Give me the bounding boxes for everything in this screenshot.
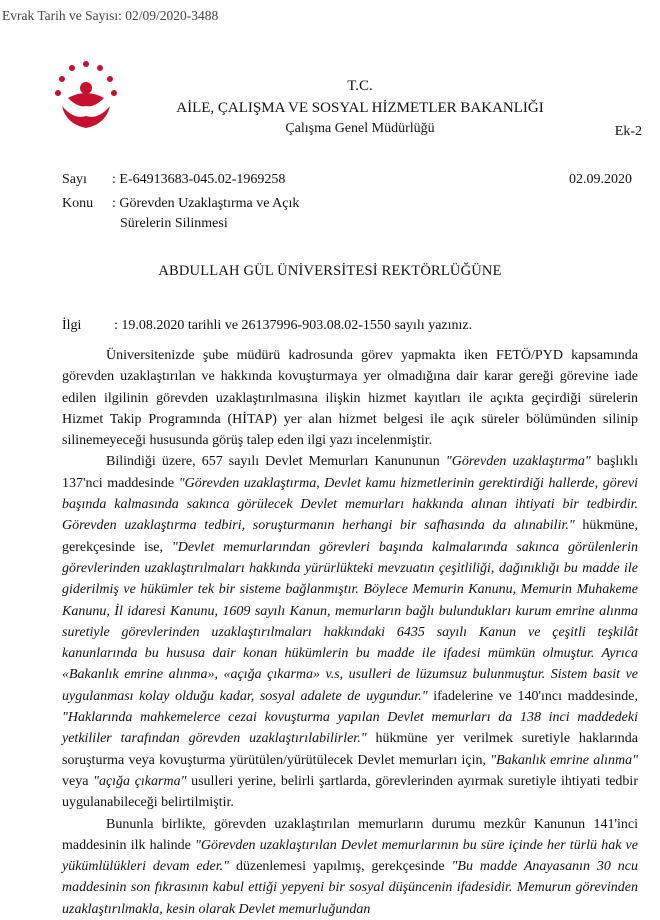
header-tc: T.C. xyxy=(347,78,373,94)
p2-text-6: veya xyxy=(62,773,94,789)
ek-label: Ek-2 xyxy=(614,124,642,139)
p2-quote-3: "Devlet memurlarından görevleri başında kalmalarında sakınca görülenlerin görevlerinden uzaklaştırılmaları hakkında yürürlükteki mevzuatın çeşitliliği, dağınıklığı bu madde ile giderilmiş ve hükümler tek bir sisteme bağlanmıştır. Böylece Memurin Kanunu, Memurin Muhakeme Kanunu, İl idaresi Kanunu, 1609 sayılı Kanun, memurların bağlı bulundukları kurum emrine alınma suretiyle görevlerinden uzaklaştırılmaları hakkındaki 6435 sayılı Kanun ve çeşitli teşkilât kanunlarında bu hususa dair konan hükümlerin bu madde ile ifadesi mümkün olmuştur. Ayrıca «Bakanlık emrine alınma», «açığa çıkarma» v.s, usulleri de lüzumsuz bulunmuştur. Sistem basit ve uygulanması kolay olduğu kadar, sosyal adalete de uygundur." xyxy=(62,539,638,704)
ilgi-value: : 19.08.2020 tarihli ve 26137996-903.08.02-1550 sayılı yazınız. xyxy=(114,318,473,333)
paragraph-2 xyxy=(62,451,638,813)
sayi-value: : E-64913683-045.02-1969258 xyxy=(112,172,286,187)
konu-value-line2: Sürelerin Silinmesi xyxy=(120,216,228,231)
p3-quote-1: "Görevden uzaklaştırılan Devlet memurlarının bu süre içinde her türlü hak ve yükümlülükleri devam eder." xyxy=(62,837,638,875)
konu-value-line1: : Görevden Uzaklaştırma ve Açık xyxy=(112,196,300,211)
header-ministry: AİLE, ÇALIŞMA VE SOSYAL HİZMETLER BAKANLIĞI xyxy=(176,100,544,116)
p2-quote-4: "Haklarında mahkemelerce cezai kovuşturma yapılan Devlet memurları da 138 inci maddedeki yetkililer tarafından görevden uzaklaştırılabilirler." xyxy=(62,710,638,747)
recipient: ABDULLAH GÜL ÜNİVERSİTESİ REKTÖRLÜĞÜNE xyxy=(158,263,502,279)
p2-text-4: ifadelerine ve 140'ıncı maddesinde, xyxy=(427,688,639,704)
p3-text-2: düzenlemesi yapılmış, gerekçesinde xyxy=(229,859,452,875)
ilgi-label: İlgi xyxy=(62,318,82,333)
ministry-emblem-icon xyxy=(50,58,122,134)
p2-quote-6: "açığa çıkarma" xyxy=(93,773,187,789)
header-directorate: Çalışma Genel Müdürlüğü xyxy=(285,121,435,136)
paragraph-1: Üniversitenizde şube müdürü kadrosunda görev yapmakta iken FETÖ/PYD kapsamında görevden uzaklaştırılan ve hakkında kovuşturmaya yer olmadığına dair karar gereği görevine iade edilen ilgilinin görevden uzaklaştırılmasına ilişkin hizmet kayıtları ile açıkta geçirdiği sürelerin Hizmet Takip Programında (HİTAP) yer alan hizmet belgesi ile açık süreler bölümünden silinip silinemeyeceği hususunda görüş talep eden ilgi yazı incelenmiştir. xyxy=(62,348,638,449)
paragraph-3 xyxy=(62,814,638,920)
p2-quote-2: "Görevden uzaklaştırma, Devlet kamu hizmetlerinin gerektirdiği hallerde, görevi başında kalmasında sakınca görülecek Devlet memurları hakkında alınan ihtiyati bir tedbirdir. Görevden uzaklaştırma tedbiri, soruşturmanın herhangi bir safhasında da alınabilir." xyxy=(62,475,638,534)
p2-text-3: hükmüne, gerekçesinde ise, xyxy=(62,518,638,555)
p3-quote-2: "Bu madde Anayasanın 30 ncu maddesinin son fıkrasının kabul ettiği yepyeni bir sosyal düşüncenin ifadesidir. Memurun görevinden uzaklaştırılmakla, kesin olarak Devlet memurluğundan xyxy=(62,859,639,917)
p2-text-2: başlıklı 137'nci maddesinde xyxy=(62,454,638,491)
p2-quote-5: "Bakanlık emrine alınma" xyxy=(490,752,638,768)
p2-quote-1: "Görevden uzaklaştırma" xyxy=(445,454,591,470)
sayi-label: Sayı xyxy=(62,172,87,187)
p3-text-1: Bununla birlikte, görevden uzaklaştırılan memurların durumu mezkûr Kanunun 141'inci maddesinin ilk halinde xyxy=(62,816,638,853)
ilgi-row xyxy=(62,318,473,334)
konu-label: Konu xyxy=(62,196,94,211)
evrak-info: Evrak Tarih ve Sayısı: 02/09/2020-3488 xyxy=(2,8,219,23)
p2-text-7: usulleri yerine, belirli şartlarda, görevlerinden ayırmak suretiyle ihtiyati tedbir uygulanabileceği belirtilmiştir. xyxy=(62,773,638,811)
p2-text-5: hükmüne yer verilmek suretiyle haklarında soruşturma veya kovuşturma yürütülen/yürütülecek Devlet memurları için, xyxy=(62,731,638,768)
letter-body xyxy=(62,345,638,920)
p2-text-1: Bilindiği üzere, 657 sayılı Devlet Memurları Kanununun xyxy=(106,454,446,470)
document-date: 02.09.2020 xyxy=(569,172,632,187)
